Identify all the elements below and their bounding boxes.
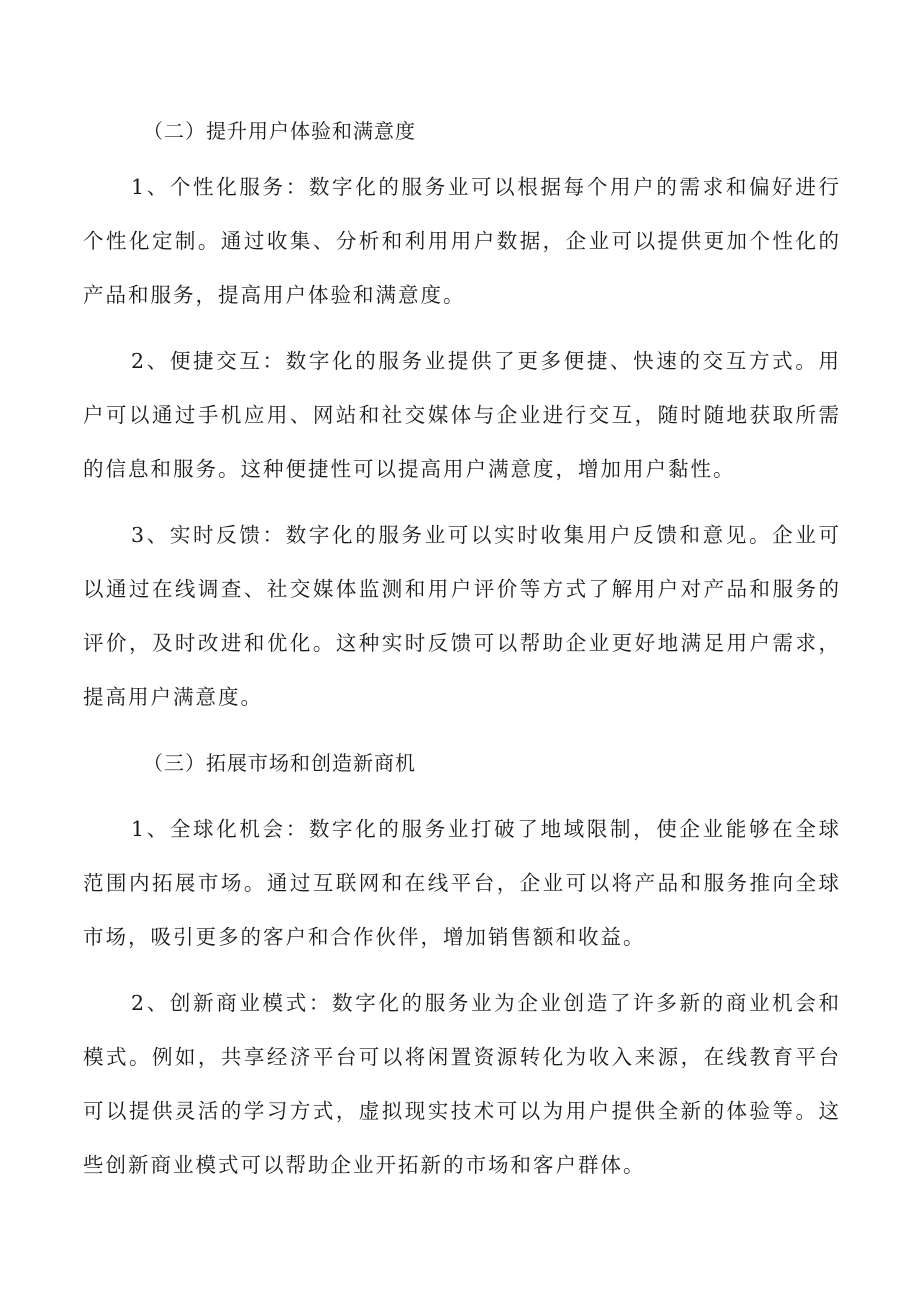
paragraph-globalization: 1、全球化机会：数字化的服务业打破了地域限制，使企业能够在全球范围内拓展市场。通过互联网和在线平台，企业可以将产品和服务推向全球市场，吸引更多的客户和合作伙伴，增加销售额和收益。 — [83, 817, 841, 949]
paragraph-business-model: 2、创新商业模式：数字化的服务业为企业创造了许多新的商业机会和模式。例如，共享经济平台可以将闲置资源转化为收入来源，在线教育平台可以提供灵活的学习方式，虚拟现实技术可以为用户提供全新的体验等。这些创新商业模式可以帮助企业开拓新的市场和客户群体。 — [83, 991, 841, 1177]
document-body — [83, 104, 841, 1192]
paragraph-personalized-service: 1、个性化服务：数字化的服务业可以根据每个用户的需求和偏好进行个性化定制。通过收集、分析和利用用户数据，企业可以提供更加个性化的产品和服务，提高用户体验和满意度。 — [83, 175, 841, 307]
paragraph-convenient-interaction: 2、便捷交互：数字化的服务业提供了更多便捷、快速的交互方式。用户可以通过手机应用、网站和社交媒体与企业进行交互，随时随地获取所需的信息和服务。这种便捷性可以提高用户满意度，增加用户黏性。 — [83, 349, 841, 481]
section-heading-2: （二）提升用户体验和满意度 — [143, 119, 416, 143]
section-heading-3: （三）拓展市场和创造新商机 — [143, 751, 416, 775]
paragraph-realtime-feedback: 3、实时反馈：数字化的服务业可以实时收集用户反馈和意见。企业可以通过在线调查、社交媒体监测和用户评价等方式了解用户对产品和服务的评价，及时改进和优化。这种实时反馈可以帮助企业更好地满足用户需求，提高用户满意度。 — [83, 523, 841, 709]
